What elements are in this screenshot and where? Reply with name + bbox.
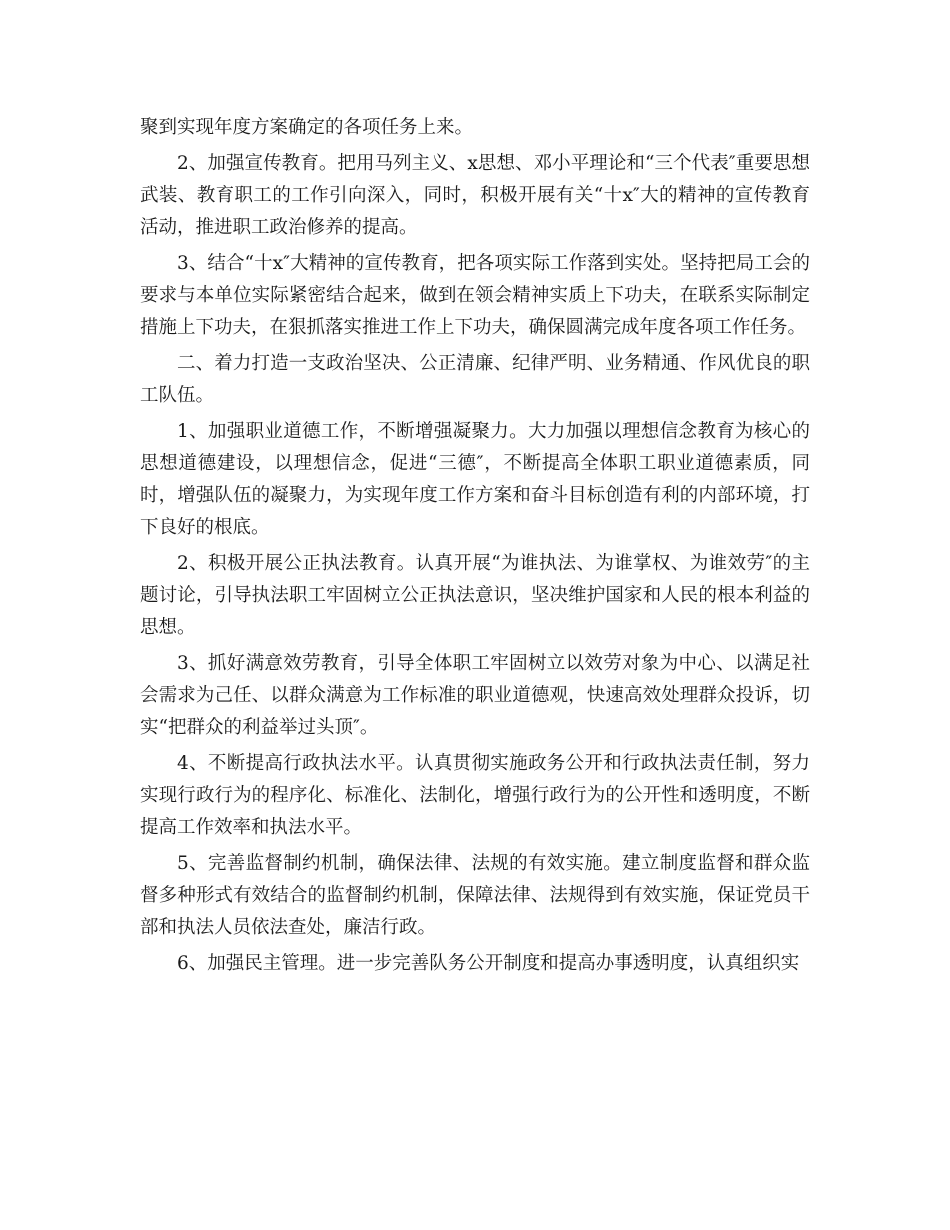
paragraph-10: 6、加强民主管理。进一步完善队务公开制度和提高办事透明度，认真组织实 <box>177 953 800 974</box>
paragraph-3: 3、结合“十x″大精神的宣传教育，把各项实际工作落到实处。坚持把局工会的要求与本单位实际紧密结合起来，做到在领会精神实质上下功夫，在联系实际制定措施上下功夫，在狠抓落实推进工作上下功夫，确保圆满完成年度各项工作任务。 <box>140 253 810 338</box>
paragraph-7: 3、抓好满意效劳教育，引导全体职工牢固树立以效劳对象为中心、以满足社会需求为己任、以群众满意为工作标准的职业道德观，快速高效处理群众投诉，切实“把群众的利益举过头顶″。 <box>140 653 810 738</box>
paragraph-5: 1、加强职业道德工作，不断增强凝聚力。大力加强以理想信念教育为核心的思想道德建设，以理想信念，促进“三德″，不断提高全体职工职业道德素质，同时，增强队伍的凝聚力，为实现年度工作方案和奋斗目标创造有利的内部环境，打下良好的根底。 <box>140 421 810 538</box>
paragraph-9: 5、完善监督制约机制，确保法律、法规的有效实施。建立制度监督和群众监督多种形式有效结合的监督制约机制，保障法律、法规得到有效实施，保证党员干部和执法人员依法查处，廉洁行政。 <box>140 853 810 938</box>
paragraph-8: 4、不断提高行政执法水平。认真贯彻实施政务公开和行政执法责任制，努力实现行政行为的程序化、标准化、法制化，增强行政行为的公开性和透明度，不断提高工作效率和执法水平。 <box>140 753 810 838</box>
paragraph-4: 二、着力打造一支政治坚决、公正清廉、纪律严明、业务精通、作风优良的职工队伍。 <box>140 353 810 406</box>
document-body <box>140 112 810 984</box>
paragraph-6: 2、积极开展公正执法教育。认真开展“为谁执法、为谁掌权、为谁效劳″的主题讨论，引导执法职工牢固树立公正执法意识，坚决维护国家和人民的根本利益的思想。 <box>140 553 810 638</box>
paragraph-1: 聚到实现年度方案确定的各项任务上来。 <box>140 117 474 138</box>
paragraph-2: 2、加强宣传教育。把用马列主义、x思想、邓小平理论和“三个代表″重要思想武装、教育职工的工作引向深入，同时，积极开展有关“十x″大的精神的宣传教育活动，推进职工政治修养的提高。 <box>140 153 810 238</box>
